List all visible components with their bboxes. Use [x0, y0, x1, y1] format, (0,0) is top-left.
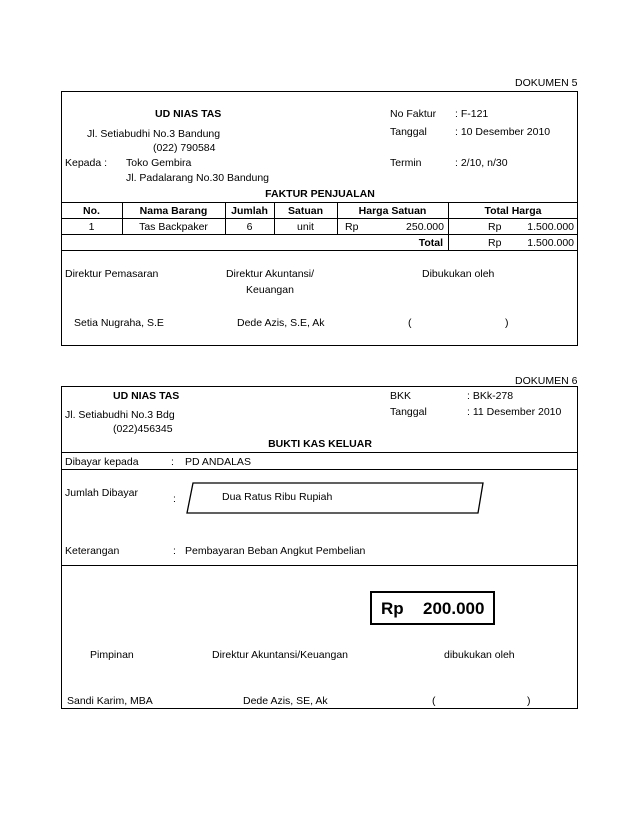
doc5-total-value: 1.500.000: [527, 237, 574, 249]
doc5-nofaktur-label: No Faktur: [390, 108, 437, 120]
doc5-label: DOKUMEN 5: [515, 77, 578, 89]
doc5-td-harga: 250.000: [406, 221, 444, 233]
doc6-sign3-close: ): [527, 695, 531, 707]
doc6-amount-rp: Rp: [381, 599, 404, 618]
doc6-bkk-label: BKK: [390, 390, 412, 402]
doc6-ket-value: Pembayaran Beban Angkut Pembelian: [185, 545, 366, 557]
doc6-sign1-title: Pimpinan: [90, 649, 134, 661]
doc5-td-nama: Tas Backpaker: [139, 221, 208, 233]
doc6-divider: [61, 565, 578, 566]
doc5-table-row-line: [61, 234, 578, 235]
doc5-kepada-address: Jl. Padalarang No.30 Bandung: [126, 172, 270, 184]
doc5-td-jumlah: 6: [246, 221, 253, 233]
doc6-ket-label: Keterangan: [65, 545, 120, 557]
doc6-label: DOKUMEN 6: [515, 375, 578, 387]
doc6-divider: [61, 452, 578, 453]
doc5-td-satuan: unit: [297, 221, 314, 233]
doc6-phone: (022)456345: [113, 423, 173, 435]
doc5-tanggal-value: : 10 Desember 2010: [455, 126, 551, 138]
doc5-table-bottom-line: [61, 250, 578, 251]
doc5-nofaktur-value: : F-121: [455, 108, 489, 120]
doc5-th-total: Total Harga: [484, 205, 542, 217]
doc5-phone: (022) 790584: [153, 142, 216, 154]
doc5-total-rp: Rp: [488, 237, 502, 249]
doc5-company: UD NIAS TAS: [155, 108, 222, 120]
doc6-tanggal-label: Tanggal: [390, 406, 427, 418]
doc5-td-total: 1.500.000: [527, 221, 574, 233]
doc5-sign2-title-2: Keuangan: [246, 284, 294, 296]
doc6-dibayar-colon: :: [171, 456, 174, 468]
doc6-amount-box: [370, 591, 495, 625]
doc5-td-rp-total: Rp: [488, 221, 502, 233]
doc6-dibayar-label: Dibayar kepada: [65, 456, 139, 468]
doc6-sign2-name: Dede Azis, SE, Ak: [243, 695, 328, 707]
doc6-sign3-title: dibukukan oleh: [444, 649, 515, 661]
doc5-tanggal-label: Tanggal: [390, 126, 427, 138]
doc5-sign3-title: Dibukukan oleh: [422, 268, 495, 280]
doc5-address: Jl. Setiabudhi No.3 Bandung: [87, 128, 221, 140]
doc5-total-label: Total: [418, 237, 443, 249]
doc5-td-no: 1: [88, 221, 95, 233]
doc5-th-no: No.: [83, 205, 100, 217]
doc6-company: UD NIAS TAS: [113, 390, 180, 402]
doc5-kepada-name: Toko Gembira: [126, 157, 192, 169]
doc5-termin-label: Termin: [390, 157, 422, 169]
doc5-table-header-line: [61, 218, 578, 219]
doc5-sign1-title: Direktur Pemasaran: [65, 268, 159, 280]
doc6-dibayar-value: PD ANDALAS: [185, 456, 251, 468]
doc6-jumlah-colon: :: [173, 493, 176, 505]
doc5-sign2-title-1: Direktur Akuntansi/: [225, 268, 315, 280]
doc5-table-top-line: [61, 202, 578, 203]
doc6-ket-colon: :: [173, 545, 176, 557]
doc5-termin-value: : 2/10, n/30: [455, 157, 508, 169]
doc5-sign3-open: (: [408, 317, 412, 329]
doc5-th-jumlah: Jumlah: [231, 205, 268, 217]
doc6-divider: [61, 469, 578, 470]
doc5-th-nama: Nama Barang: [139, 205, 208, 217]
doc6-amount-value: 200.000: [423, 599, 485, 618]
doc6-title: BUKTI KAS KELUAR: [268, 438, 372, 450]
doc5-sign3-close: ): [505, 317, 509, 329]
doc6-bkk-value: : BKk-278: [467, 390, 514, 402]
doc5-th-satuan: Satuan: [287, 205, 323, 217]
doc6-address: Jl. Setiabudhi No.3 Bdg: [65, 409, 175, 421]
doc5-title: FAKTUR PENJUALAN: [265, 188, 375, 200]
doc6-sign2-title: Direktur Akuntansi/Keuangan: [212, 649, 349, 661]
doc6-tanggal-value: : 11 Desember 2010: [467, 406, 562, 418]
doc6-jumlah-label: Jumlah Dibayar: [65, 487, 138, 499]
doc5-kepada-label: Kepada :: [65, 157, 108, 169]
doc6-sign3-open: (: [432, 695, 436, 707]
doc5-sign2-name: Dede Azis, S.E, Ak: [237, 317, 325, 329]
doc5-td-rp: Rp: [345, 221, 359, 233]
doc6-jumlah-value: Dua Ratus Ribu Rupiah: [222, 491, 333, 503]
doc5-th-harga: Harga Satuan: [358, 205, 427, 217]
doc6-sign1-name: Sandi Karim, MBA: [67, 695, 153, 707]
doc5-sign1-name: Setia Nugraha, S.E: [74, 317, 164, 329]
